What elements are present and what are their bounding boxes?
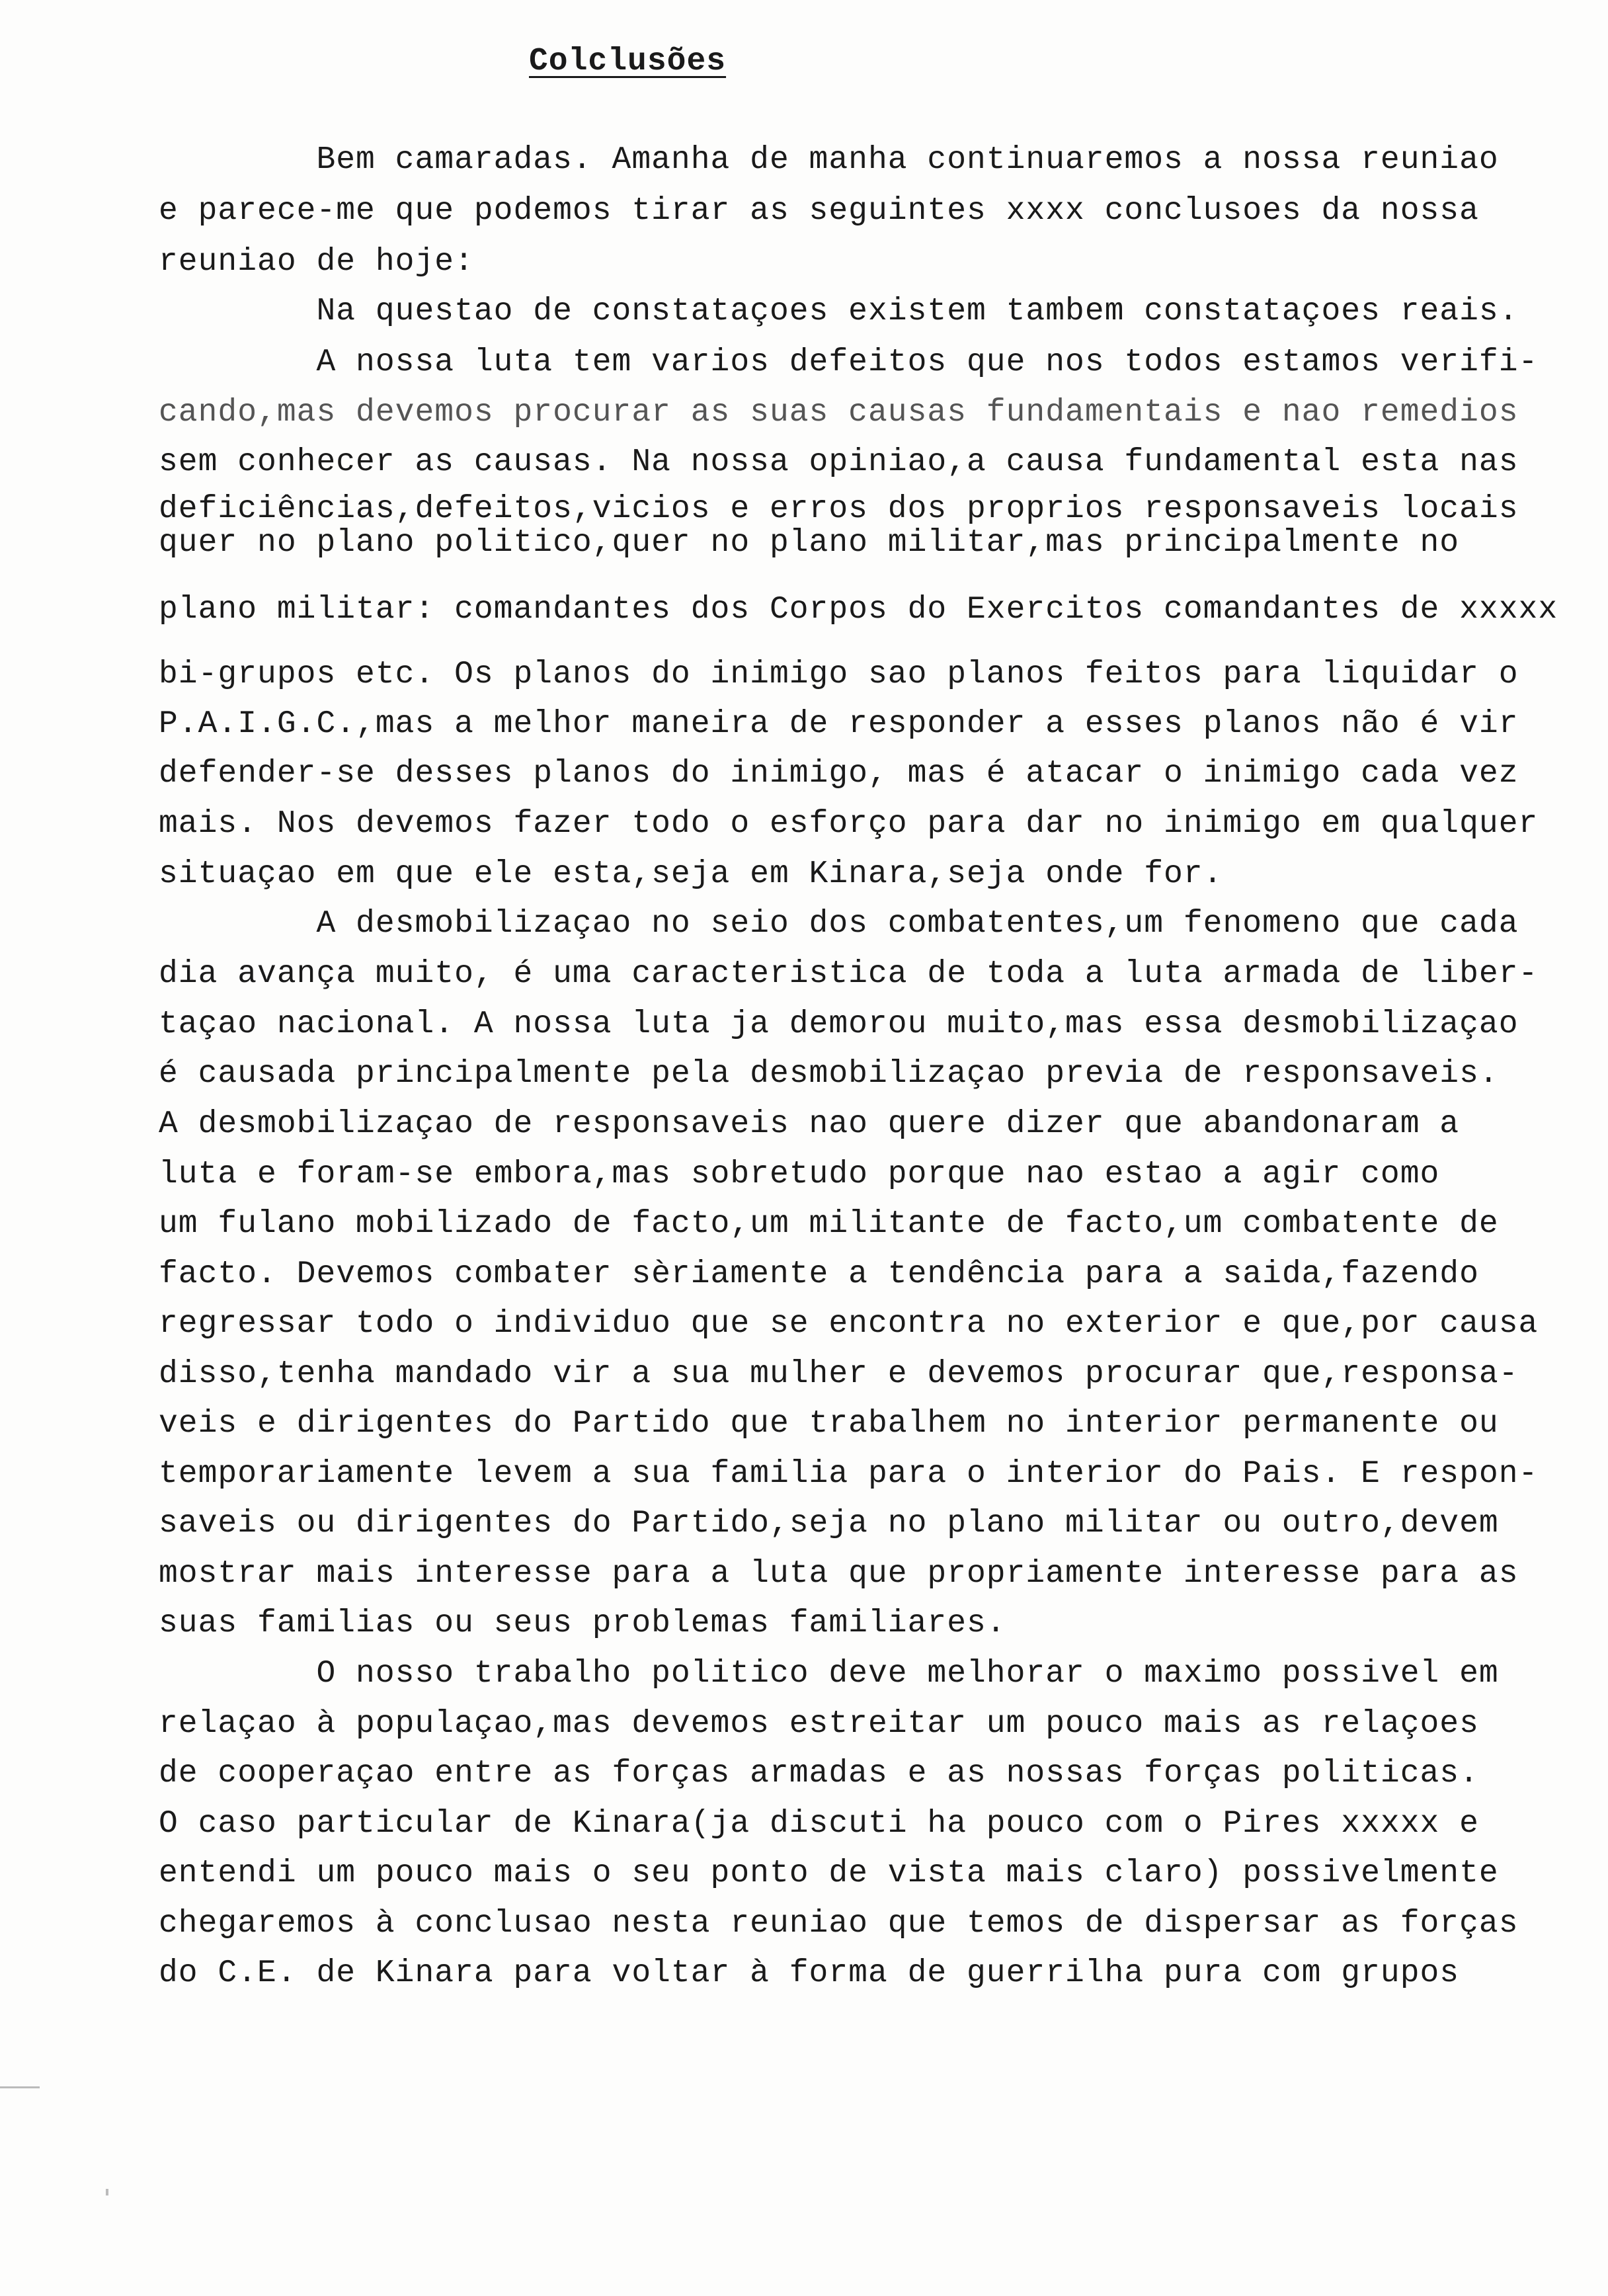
text-line: suas familias ou seus problemas familiares. bbox=[159, 1606, 1006, 1641]
text-line: entendi um pouco mais o seu ponto de vista mais claro) possivelmente bbox=[159, 1856, 1499, 1891]
text-line: reuniao de hoje: bbox=[159, 244, 474, 280]
text-line: taçao nacional. A nossa luta ja demorou muito,mas essa desmobilizaçao bbox=[159, 1006, 1519, 1042]
text-line: Na questao de constataçoes existem tambem constataçoes reais. bbox=[159, 294, 1519, 329]
text-line: temporariamente levem a sua familia para o interior do Pais. E respon- bbox=[159, 1456, 1539, 1492]
text-line: um fulano mobilizado de facto,um militante de facto,um combatente de bbox=[159, 1206, 1499, 1242]
text-line: saveis ou dirigentes do Partido,seja no plano militar ou outro,devem bbox=[159, 1506, 1499, 1541]
text-line: defender-se desses planos do inimigo, mas é atacar o inimigo cada vez bbox=[159, 756, 1519, 792]
text-line: A desmobilizaçao de responsaveis nao quere dizer que abandonaram a bbox=[159, 1106, 1460, 1142]
text-line: facto. Devemos combater sèriamente a tendência para a saida,fazendo bbox=[159, 1256, 1479, 1292]
text-line: é causada principalmente pela desmobilizaçao previa de responsaveis. bbox=[159, 1056, 1499, 1092]
text-line: relaçao à populaçao,mas devemos estreitar um pouco mais as relaçoes bbox=[159, 1706, 1479, 1742]
text-line: e parece-me que podemos tirar as seguintes xxxx conclusoes da nossa bbox=[159, 193, 1479, 229]
text-line: disso,tenha mandado vir a sua mulher e devemos procurar que,responsa- bbox=[159, 1356, 1519, 1392]
text-line: P.A.I.G.C.,mas a melhor maneira de responder a esses planos não é vir bbox=[159, 706, 1519, 742]
text-line: O nosso trabalho politico deve melhorar o maximo possivel em bbox=[159, 1656, 1499, 1692]
text-line: O caso particular de Kinara(ja discuti ha pouco com o Pires xxxxx e bbox=[159, 1806, 1479, 1842]
scan-mark bbox=[106, 2189, 108, 2195]
text-line: plano militar: comandantes dos Corpos do Exercitos comandantes de xxxxx bbox=[159, 592, 1558, 628]
text-line: mostrar mais interesse para a luta que propriamente interesse para as bbox=[159, 1556, 1519, 1592]
text-line: regressar todo o individuo que se encontra no exterior e que,por causa bbox=[159, 1306, 1539, 1342]
text-line: luta e foram-se embora,mas sobretudo porque nao estao a agir como bbox=[159, 1157, 1440, 1192]
page-title: Colclusões bbox=[529, 44, 727, 79]
text-line: Bem camaradas. Amanha de manha continuaremos a nossa reuniao bbox=[159, 142, 1499, 178]
text-line: cando,mas devemos procurar as suas causas fundamentais e nao remedios bbox=[159, 395, 1519, 430]
text-line: de cooperaçao entre as forças armadas e as nossas forças politicas. bbox=[159, 1756, 1479, 1791]
text-line: mais. Nos devemos fazer todo o esforço para dar no inimigo em qualquer bbox=[159, 806, 1539, 842]
text-line: bi-grupos etc. Os planos do inimigo sao planos feitos para liquidar o bbox=[159, 657, 1519, 692]
text-line: deficiências,defeitos,vicios e erros dos proprios responsaveis locais bbox=[159, 491, 1519, 527]
scan-mark bbox=[0, 2086, 40, 2088]
text-line: chegaremos à conclusao nesta reuniao que temos de dispersar as forças bbox=[159, 1906, 1519, 1942]
text-line: sem conhecer as causas. Na nossa opiniao,a causa fundamental esta nas bbox=[159, 444, 1519, 480]
text-line: do C.E. de Kinara para voltar à forma de guerrilha pura com grupos bbox=[159, 1955, 1460, 1991]
text-line: veis e dirigentes do Partido que trabalhem no interior permanente ou bbox=[159, 1406, 1499, 1442]
text-line: A desmobilizaçao no seio dos combatentes,um fenomeno que cada bbox=[159, 906, 1519, 942]
text-line: A nossa luta tem varios defeitos que nos todos estamos verifi- bbox=[159, 345, 1539, 380]
text-line: situaçao em que ele esta,seja em Kinara,seja onde for. bbox=[159, 856, 1223, 892]
text-line: quer no plano politico,quer no plano militar,mas principalmente no bbox=[159, 525, 1460, 561]
text-line: dia avança muito, é uma caracteristica de toda a luta armada de liber- bbox=[159, 956, 1539, 992]
